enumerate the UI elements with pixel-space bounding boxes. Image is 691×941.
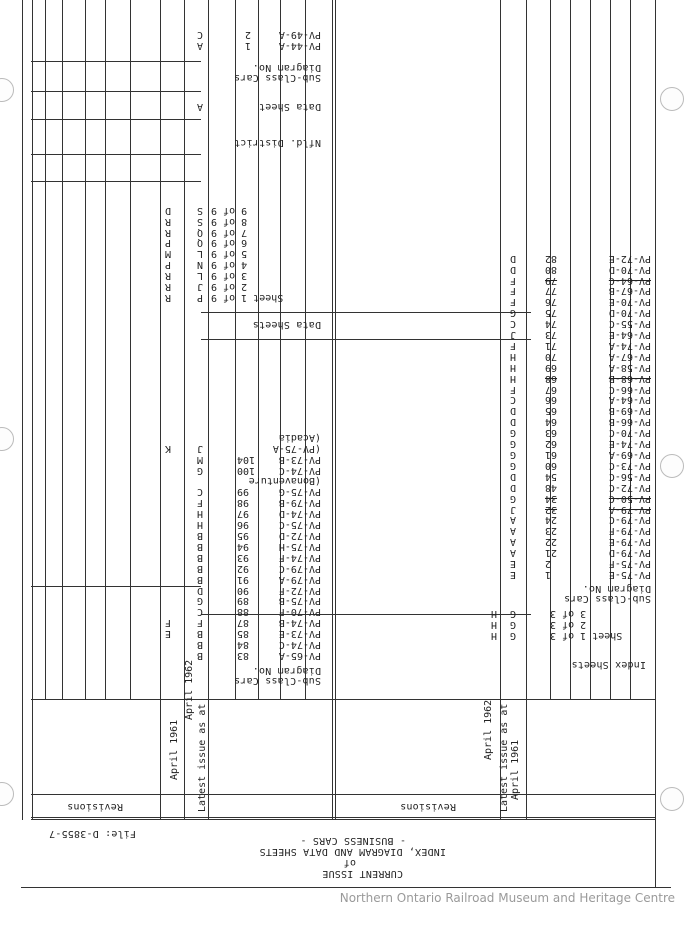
- subclass-entry: PV-72-D: [278, 530, 321, 542]
- issue-letter: L: [196, 248, 203, 260]
- issue-letter: F: [196, 497, 203, 509]
- diagram-entry: 77: [545, 285, 558, 297]
- subclass-entry: PV-75-B: [278, 595, 321, 607]
- revision-letter: [165, 540, 171, 551]
- diagram-entry: 79: [545, 274, 558, 286]
- right-diagram-list: [545, 252, 569, 579]
- index-rev-entry: H: [490, 630, 497, 641]
- subclass-entry: PV-49-A: [278, 29, 321, 41]
- issue-letter: [197, 431, 203, 442]
- diagram-entry: 95: [237, 530, 250, 542]
- subclass-entry: PV-79-C: [608, 514, 651, 526]
- title-line-2: of: [343, 857, 356, 868]
- diagram-entry: 82: [545, 252, 558, 264]
- issue-letter: C: [196, 606, 203, 618]
- issue-letter: D: [509, 470, 516, 482]
- header-rule: [31, 794, 656, 795]
- diagram-entry: [237, 442, 259, 453]
- issue-letter: A: [509, 547, 516, 559]
- rev-col-line: [45, 0, 46, 700]
- revision-letter: [165, 496, 171, 507]
- subclass-entry: PV-72-C: [608, 481, 651, 493]
- issue-letter: A: [509, 525, 516, 537]
- data-sheet-entry: 8 of 9: [211, 215, 248, 227]
- index-sheet-entry: 3 of 3: [550, 608, 587, 620]
- revision-letter: [165, 486, 171, 497]
- frame-rule: [31, 819, 656, 820]
- frame-right-line: [32, 0, 33, 820]
- subclass-entry: PV-73-C: [608, 459, 651, 471]
- diagram-entry: 98: [237, 497, 250, 509]
- diagram-entry: 23: [545, 525, 558, 537]
- issue-letter: S: [196, 204, 203, 216]
- rev-col-line: [235, 0, 236, 700]
- revision-letter: D: [164, 204, 171, 216]
- revision-letter: K: [164, 442, 171, 454]
- cars-entry: 1: [244, 40, 251, 51]
- data-sheets-latest-list: [197, 204, 203, 302]
- issue-letter: H: [509, 350, 516, 362]
- subclass-entry: PV-79-F: [608, 525, 651, 537]
- header-rule: [31, 61, 201, 62]
- issue-letter: A: [509, 536, 516, 548]
- index-rev-list: [491, 607, 497, 640]
- revision-letter: P: [164, 237, 171, 249]
- diagram-entry: [237, 475, 259, 486]
- issue-date: April 1961: [510, 739, 521, 800]
- diagram-entry: 91: [237, 573, 250, 585]
- nfld-data-sheet-latest: A: [196, 101, 203, 112]
- diagram-entry: 76: [545, 296, 558, 308]
- issue-letter: F: [509, 383, 516, 395]
- issue-letter: G: [509, 459, 516, 471]
- data-sheet-entry: 3 of 9: [211, 270, 248, 282]
- revision-letter: [165, 529, 171, 540]
- subclass-entry: PV-72-E: [608, 252, 651, 264]
- nfld-latest-list: [197, 28, 203, 50]
- subclass-entry: PV-73-B: [278, 453, 321, 465]
- diagram-entry: 88: [237, 606, 250, 618]
- issue-date: April 1962: [184, 659, 195, 720]
- header-rule: [31, 181, 201, 182]
- issue-letter: J: [196, 442, 203, 454]
- issue-letter: E: [509, 569, 516, 580]
- issue-letter: D: [196, 584, 203, 596]
- subclass-entry: PV-69-B: [608, 405, 651, 417]
- subclass-entry: PV-58-A: [608, 361, 651, 373]
- issue-letter: B: [196, 573, 203, 585]
- index-rev-entry: H: [490, 608, 497, 620]
- divider: [332, 0, 333, 820]
- header-rule: [201, 312, 531, 313]
- frame-rule: [31, 817, 656, 818]
- nfld-subclass-list: [279, 28, 321, 50]
- subclass-entry: PV-70-D: [608, 307, 651, 319]
- revisions-label: Revisions: [400, 801, 456, 812]
- title-line-4: - BUSINESS CARS -: [300, 835, 406, 846]
- subclass-entry: (PV-75-A: [272, 442, 321, 454]
- issue-letter: L: [196, 270, 203, 282]
- subclass-entry: PV-74-C: [278, 639, 321, 651]
- revision-letter: [165, 475, 171, 486]
- revision-letter: E: [164, 628, 171, 640]
- subclass-entry: PV-68-B: [608, 372, 651, 384]
- issue-letter: D: [509, 416, 516, 428]
- left-latest-list: [197, 431, 203, 660]
- subclass-header: Sub-Class Cars: [233, 675, 321, 686]
- subclass-entry: PV-64-C: [608, 274, 651, 286]
- index-latest-entry: G: [509, 608, 516, 620]
- index-sheet-entry: 2 of 3: [550, 619, 587, 631]
- diagram-header: Diagram No.: [252, 62, 321, 73]
- issue-letter: Q: [196, 237, 203, 249]
- data-sheet-entry: 6 of 9: [211, 237, 248, 249]
- diagram-entry: 67: [545, 383, 558, 395]
- revision-letter: [165, 518, 171, 529]
- issue-letter: H: [509, 361, 516, 373]
- frame-right-line: [22, 0, 23, 820]
- diagram-entry: 34: [545, 492, 558, 504]
- diagram-entry: 61: [545, 449, 558, 461]
- diagram-entry: 96: [237, 519, 250, 531]
- watermark: Northern Ontario Railroad Museum and Heritage Centre: [339, 891, 675, 905]
- data-sheet-entry: 4 of 9: [211, 259, 248, 271]
- issue-date: April 1962: [483, 699, 494, 760]
- issue-letter: B: [196, 628, 203, 640]
- data-sheets-rev-list: [165, 204, 171, 302]
- issue-letter: C: [196, 486, 203, 498]
- subclass-entry: PV-70-D: [608, 263, 651, 275]
- diagram-entry: 21: [545, 547, 558, 559]
- latest-issue-label: Latest issue as at: [499, 703, 510, 812]
- subclass-entry: PV-75-F: [608, 558, 651, 570]
- binder-hole: [660, 787, 684, 811]
- latest-issue-label: Latest issue as at: [197, 703, 208, 812]
- diagram-entry: 22: [545, 536, 558, 548]
- issue-letter: F: [509, 274, 516, 286]
- right-letter-list: [510, 252, 516, 579]
- diagram-entry: 65: [545, 405, 558, 417]
- diagram-entry: 99: [237, 486, 250, 498]
- issue-letter: A: [196, 40, 203, 51]
- index-sheets-label: Index Sheets: [571, 659, 646, 670]
- issue-letter: J: [509, 329, 516, 341]
- diagram-entry: 74: [545, 318, 558, 330]
- header-rule: [31, 699, 656, 700]
- issue-letter: B: [196, 551, 203, 563]
- issue-letter: C: [196, 29, 203, 41]
- diagram-entry: 48: [545, 481, 558, 493]
- revision-letter: [165, 649, 171, 660]
- index-latest-list: [510, 607, 516, 640]
- index-latest-entry: G: [509, 630, 516, 641]
- nfld-data-sheet-label: Data Sheet: [258, 101, 321, 112]
- subclass-entry: PV-74-F: [278, 551, 321, 563]
- title-line-3: INDEX, DIAGRAM AND DATA SHEETS: [259, 846, 446, 857]
- subclass-entry: PV-70-C: [608, 427, 651, 439]
- subclass-entry: PV-67-A: [608, 350, 651, 362]
- diagram-entry: 104: [237, 453, 256, 465]
- revision-letter: [165, 431, 171, 442]
- diagram-entry: 32: [545, 503, 558, 515]
- subclass-entry: PV-64-E: [608, 329, 651, 341]
- diagram-entry: 68: [545, 372, 558, 384]
- data-sheet-entry: 2 of 9: [211, 281, 248, 293]
- diagram-entry: 83: [237, 650, 250, 661]
- subclass-entry: PV-79-A: [608, 503, 651, 515]
- issue-letter: [197, 475, 203, 486]
- file-label: File: D-3855-7: [48, 828, 136, 839]
- revision-letter: [165, 464, 171, 475]
- diagram-entry: 1: [545, 569, 552, 580]
- diagram-entry: 24: [545, 514, 558, 526]
- subclass-entry: PV-65-A: [278, 650, 321, 661]
- diagram-entry: 63: [545, 427, 558, 439]
- header-rule: [31, 91, 201, 92]
- issue-letter: P: [196, 292, 203, 303]
- revision-letter: [165, 562, 171, 573]
- subclass-entry: PV-72-F: [278, 584, 321, 596]
- left-rev-list: [165, 431, 171, 660]
- issue-letter: G: [509, 492, 516, 504]
- subclass-entry: PV-79-D: [608, 547, 651, 559]
- diagram-entry: 97: [237, 508, 250, 520]
- revisions-label: Revisions: [67, 801, 123, 812]
- issue-letter: B: [196, 530, 203, 542]
- subclass-entry: PV-70-F: [278, 606, 321, 618]
- subclass-entry: PV-74-C: [278, 464, 321, 476]
- subclass-entry: PV-75-E: [608, 569, 651, 580]
- issue-letter: D: [509, 481, 516, 493]
- index-latest-entry: G: [509, 619, 516, 631]
- issue-date: April 1961: [169, 719, 180, 780]
- issue-letter: B: [196, 562, 203, 574]
- issue-letter: G: [509, 307, 516, 319]
- subclass-entry: PV-66-B: [608, 416, 651, 428]
- diagram-header: Diagram No.: [582, 583, 651, 594]
- divider: [208, 0, 209, 820]
- subclass-entry: PV-50-C: [608, 492, 651, 504]
- issue-letter: F: [509, 296, 516, 308]
- issue-letter: B: [196, 650, 203, 661]
- issue-letter: Q: [196, 226, 203, 238]
- cars-entry: 2: [244, 29, 251, 41]
- diagram-entry: 66: [545, 394, 558, 406]
- revision-letter: R: [164, 226, 171, 238]
- diagram-entry: 89: [237, 595, 250, 607]
- diagram-entry: 64: [545, 416, 558, 428]
- revision-letter: R: [164, 270, 171, 282]
- subclass-entry: PV-79-A: [278, 573, 321, 585]
- subclass-header: Sub-Class Cars: [233, 72, 321, 83]
- diagram-entry: 85: [237, 628, 250, 640]
- issue-letter: C: [509, 394, 516, 406]
- subclass-entry: (Acadia: [278, 431, 321, 443]
- subclass-entry: PV-55-C: [608, 318, 651, 330]
- issue-letter: D: [509, 263, 516, 275]
- rev-col-line: [85, 0, 86, 700]
- subclass-entry: PV-44-A: [278, 40, 321, 51]
- revision-letter: [165, 584, 171, 595]
- subclass-entry: PV-69-A: [608, 449, 651, 461]
- issue-letter: D: [509, 252, 516, 264]
- diagram-entry: 54: [545, 470, 558, 482]
- subclass-entry: PV-74-B: [278, 617, 321, 629]
- left-subclass-list: [249, 431, 321, 660]
- issue-letter: B: [196, 639, 203, 651]
- issue-letter: G: [509, 427, 516, 439]
- revision-letter: P: [164, 259, 171, 271]
- divider: [160, 0, 161, 820]
- frame-left-line: [655, 0, 656, 888]
- title-line-1: CURRENT ISSUE: [322, 868, 403, 879]
- revision-letter: [165, 605, 171, 616]
- index-sheets-list: [550, 607, 646, 640]
- subclass-entry: PV-74-A: [608, 339, 651, 351]
- diagram-entry: 60: [545, 459, 558, 471]
- nfld-district-label: Nfld. District: [233, 137, 321, 148]
- subclass-entry: PV-75-C: [278, 519, 321, 531]
- subclass-entry: PV-79-B: [278, 497, 321, 509]
- header-rule: [31, 586, 201, 587]
- data-sheet-entry: 9 of 9: [211, 204, 248, 216]
- issue-letter: C: [509, 318, 516, 330]
- revision-letter: [165, 551, 171, 562]
- revision-letter: R: [164, 215, 171, 227]
- data-sheet-entry: 5 of 9: [211, 248, 248, 260]
- diagram-entry: 93: [237, 551, 250, 563]
- header-rule: [201, 339, 531, 340]
- diagram-entry: 62: [545, 438, 558, 450]
- diagram-entry: 75: [545, 307, 558, 319]
- revision-letter: F: [164, 617, 171, 629]
- issue-letter: G: [509, 449, 516, 461]
- diagram-entry: 71: [545, 339, 558, 351]
- left-diagram-list: [237, 431, 259, 660]
- diagram-entry: 94: [237, 540, 250, 552]
- revision-letter: R: [164, 292, 171, 303]
- revision-letter: [165, 638, 171, 649]
- diagram-entry: 90: [237, 584, 250, 596]
- issue-letter: H: [196, 508, 203, 520]
- issue-letter: S: [196, 215, 203, 227]
- diagram-entry: [237, 431, 259, 442]
- subclass-entry: PV-74-D: [278, 508, 321, 520]
- subclass-entry: PV-75-H: [278, 540, 321, 552]
- revision-letter: R: [164, 281, 171, 293]
- issue-letter: M: [196, 453, 203, 465]
- right-subclass-list: [609, 252, 651, 579]
- subclass-entry: PV-75-G: [278, 486, 321, 498]
- issue-letter: E: [509, 558, 516, 570]
- subclass-entry: PV-66-C: [608, 383, 651, 395]
- issue-letter: J: [509, 503, 516, 515]
- data-sheet-entry: 7 of 9: [211, 226, 248, 238]
- rev-col-line: [62, 0, 63, 700]
- issue-letter: N: [196, 259, 203, 271]
- revision-letter: [165, 595, 171, 606]
- revision-letter: [165, 573, 171, 584]
- issue-letter: G: [196, 595, 203, 607]
- divider: [526, 0, 527, 820]
- diagram-entry: 69: [545, 361, 558, 373]
- subclass-header: Sub-Class Cars: [563, 593, 651, 604]
- issue-letter: G: [509, 438, 516, 450]
- issue-letter: G: [196, 464, 203, 476]
- subclass-entry: (Bonaventure: [248, 475, 321, 487]
- revision-letter: M: [164, 248, 171, 260]
- issue-letter: A: [509, 514, 516, 526]
- nfld-cars-list: [245, 28, 251, 50]
- subclass-entry: PV-79-C: [278, 562, 321, 574]
- divider: [335, 0, 336, 820]
- revision-letter: [165, 453, 171, 464]
- frame-top-line: [21, 887, 671, 888]
- diagram-entry: 87: [237, 617, 250, 629]
- subclass-entry: PV-56-C: [608, 470, 651, 482]
- subclass-entry: PV-73-E: [278, 628, 321, 640]
- divider: [500, 0, 501, 820]
- header-rule: [31, 119, 201, 120]
- revision-letter: [165, 507, 171, 518]
- binder-hole: [660, 454, 684, 478]
- diagram-header: Diagram No.: [252, 665, 321, 676]
- data-sheets-label: Data Sheets: [252, 319, 321, 330]
- binder-hole: [660, 87, 684, 111]
- rev-col-line: [130, 0, 131, 700]
- issue-letter: B: [196, 540, 203, 552]
- diagram-entry: 100: [237, 464, 256, 476]
- rev-col-line: [105, 0, 106, 700]
- subclass-entry: PV-64-A: [608, 394, 651, 406]
- subclass-entry: PV-74-E: [608, 438, 651, 450]
- diagram-entry: 2: [545, 558, 552, 570]
- issue-letter: F: [196, 617, 203, 629]
- diagram-entry: 70: [545, 350, 558, 362]
- issue-letter: F: [509, 285, 516, 297]
- index-sheet-entry: Sheet 1 of 3: [550, 630, 623, 641]
- issue-letter: F: [509, 339, 516, 351]
- data-sheets-list: [211, 204, 321, 302]
- issue-letter: D: [509, 405, 516, 417]
- diagram-entry: 84: [237, 639, 250, 651]
- issue-letter: J: [196, 281, 203, 293]
- issue-letter: H: [509, 372, 516, 384]
- data-sheet-entry: Sheet 1 of 9: [211, 292, 284, 303]
- issue-letter: H: [196, 519, 203, 531]
- subclass-entry: PV-79-E: [608, 536, 651, 548]
- subclass-entry: PV-70-E: [608, 296, 651, 308]
- diagram-entry: 73: [545, 329, 558, 341]
- header-rule: [31, 154, 201, 155]
- subclass-entry: PV-67-B: [608, 285, 651, 297]
- diagram-entry: 80: [545, 263, 558, 275]
- diagram-entry: 92: [237, 562, 250, 574]
- index-rev-entry: H: [490, 619, 497, 631]
